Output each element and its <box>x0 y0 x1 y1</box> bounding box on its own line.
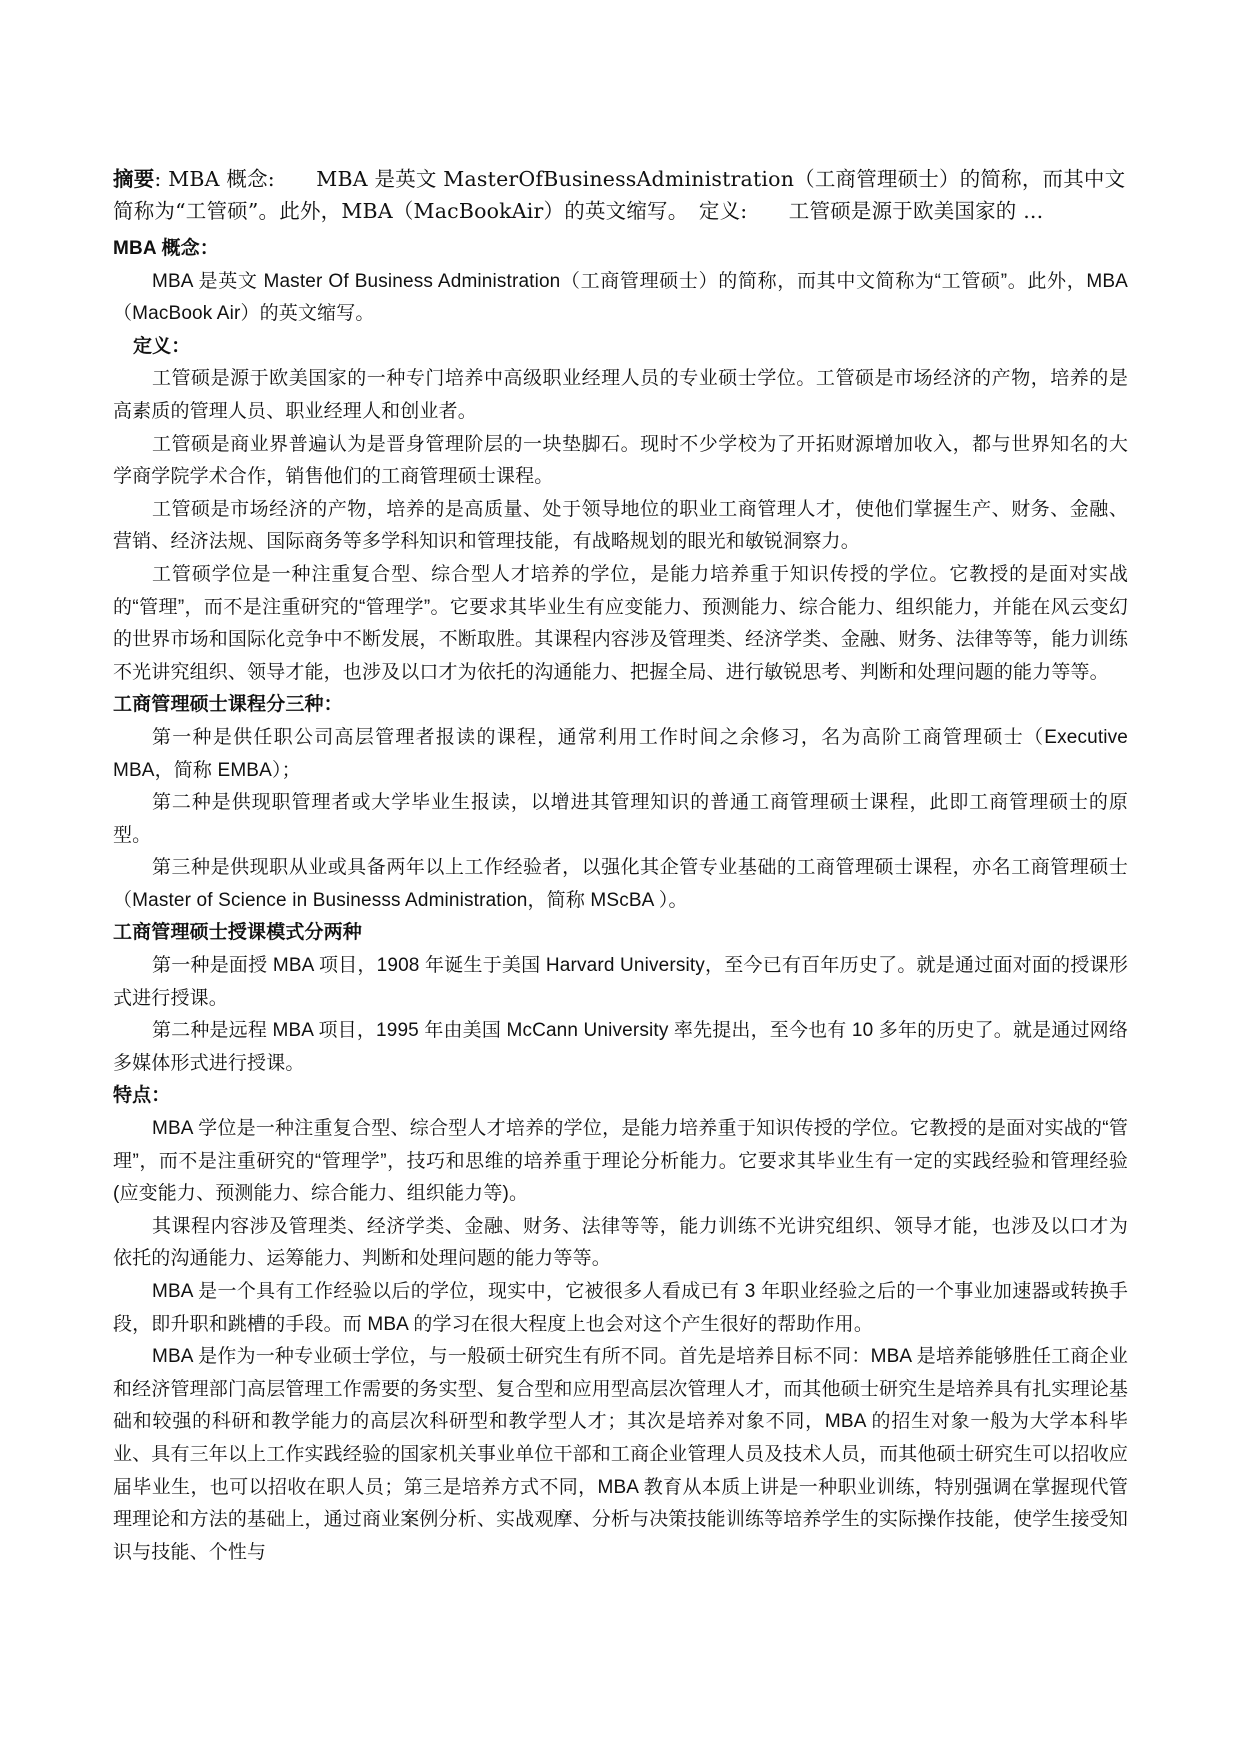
paragraph: 第二种是远程 MBA 项目，1995 年由美国 McCann University 率先提出，至今也有 10 多年的历史了。就是通过网络多媒体形式进行授课。 <box>113 1020 1128 1074</box>
paragraph: MBA 是一个具有工作经验以后的学位，现实中，它被很多人看成已有 3 年职业经验之后的一个事业加速器或转换手段，即升职和跳槽的手段。而 MBA 的学习在很大程度上也会对这个产生很好的帮助作用。 <box>113 1281 1128 1335</box>
section-heading: 特点： <box>113 1085 171 1107</box>
section-heading: 工商管理硕士授课模式分两种 <box>113 922 362 944</box>
abstract-text: : MBA 概念: MBA 是英文 MasterOfBusinessAdministration（工商管理硕士）的简称，而其中文简称为“工管硕”。此外，MBA（MacBookAir）的英文缩写。 定义: 工管硕是源于欧美国家的 ... <box>113 167 1126 223</box>
section-heading: MBA 概念： <box>113 238 219 259</box>
paragraph: 其课程内容涉及管理类、经济学类、金融、财务、法律等等，能力训练不光讲究组织、领导才能，也涉及以口才为依托的沟通能力、运筹能力、判断和处理问题的能力等等。 <box>113 1215 1128 1270</box>
paragraph: 第一种是供任职公司高层管理者报读的课程，通常利用工作时间之余修习，名为高阶工商管理硕士（Executive MBA，简称 EMBA）； <box>113 726 1128 781</box>
section-heading: 工商管理硕士课程分三种： <box>113 694 343 716</box>
paragraph: 工管硕是源于欧美国家的一种专门培养中高级职业经理人员的专业硕士学位。工管硕是市场经济的产物，培养的是高素质的管理人员、职业经理人和创业者。 <box>113 368 1128 422</box>
abstract-label: 摘要 <box>113 167 155 191</box>
paragraph: 第二种是供现职管理者或大学毕业生报读，以增进其管理知识的普通工商管理硕士课程，此即工商管理硕士的原型。 <box>113 792 1128 846</box>
section-heading: 定义： <box>133 335 191 357</box>
document-page <box>113 163 1128 1569</box>
paragraph: 工管硕是市场经济的产物，培养的是高质量、处于领导地位的职业工商管理人才，使他们掌握生产、财务、金融、营销、经济法规、国际商务等多学科知识和管理技能，有战略规划的眼光和敏锐洞察力。 <box>113 498 1128 553</box>
paragraph: MBA 是作为一种专业硕士学位，与一般硕士研究生有所不同。首先是培养目标不同：MBA 是培养能够胜任工商企业和经济管理部门高层管理工作需要的务实型、复合型和应用型高层次管理人才，而其他硕士研究生是培养具有扎实理论基础和较强的科研和教学能力的高层次科研型和教学型人才；其次是培养对象不同，MBA 的招生对象一般为大学本科毕业、具有三年以上工作实践经验的国家机关事业单位干部和工商企业管理人员及技术人员，而其他硕士研究生可以招收应届毕业生，也可以招收在职人员；第三是培养方式不同，MBA 教育从本质上讲是一种职业训练，特别强调在掌握现代管理理论和方法的基础上，通过商业案例分析、实战观摩、分析与决策技能训练等培养学生的实际操作技能，使学生接受知识与技能、个性与 <box>113 1346 1128 1563</box>
paragraph: MBA 是英文 Master Of Business Administration（工商管理硕士）的简称，而其中文简称为“工管硕”。此外，MBA（MacBook Air）的英文缩写。 <box>113 270 1128 325</box>
paragraph: MBA 学位是一种注重复合型、综合型人才培养的学位，是能力培养重于知识传授的学位。它教授的是面对实战的“管理”，而不是注重研究的“管理学”，技巧和思维的培养重于理论分析能力。它要求其毕业生有一定的实践经验和管理经验(应变能力、预测能力、综合能力、组织能力等)。 <box>113 1118 1128 1205</box>
document-body <box>113 233 1128 1569</box>
paragraph: 工管硕是商业界普遍认为是晋身管理阶层的一块垫脚石。现时不少学校为了开拓财源增加收入，都与世界知名的大学商学院学术合作，销售他们的工商管理硕士课程。 <box>113 433 1128 488</box>
paragraph: 第一种是面授 MBA 项目，1908 年诞生于美国 Harvard University，至今已有百年历史了。就是通过面对面的授课形式进行授课。 <box>113 955 1128 1009</box>
paragraph: 第三种是供现职从业或具备两年以上工作经验者，以强化其企管专业基础的工商管理硕士课程，亦名工商管理硕士（Master of Science in Businesss Administration，简称 MScBA ）。 <box>113 857 1128 911</box>
abstract <box>113 163 1128 227</box>
paragraph: 工管硕学位是一种注重复合型、综合型人才培养的学位，是能力培养重于知识传授的学位。它教授的是面对实战的“管理”，而不是注重研究的“管理学”。它要求其毕业生有应变能力、预测能力、综合能力、组织能力，并能在风云变幻的世界市场和国际化竞争中不断发展，不断取胜。其课程内容涉及管理类、经济学类、金融、财务、法律等等，能力训练不光讲究组织、领导才能，也涉及以口才为依托的沟通能力、把握全局、进行敏锐思考、判断和处理问题的能力等等。 <box>113 563 1128 683</box>
